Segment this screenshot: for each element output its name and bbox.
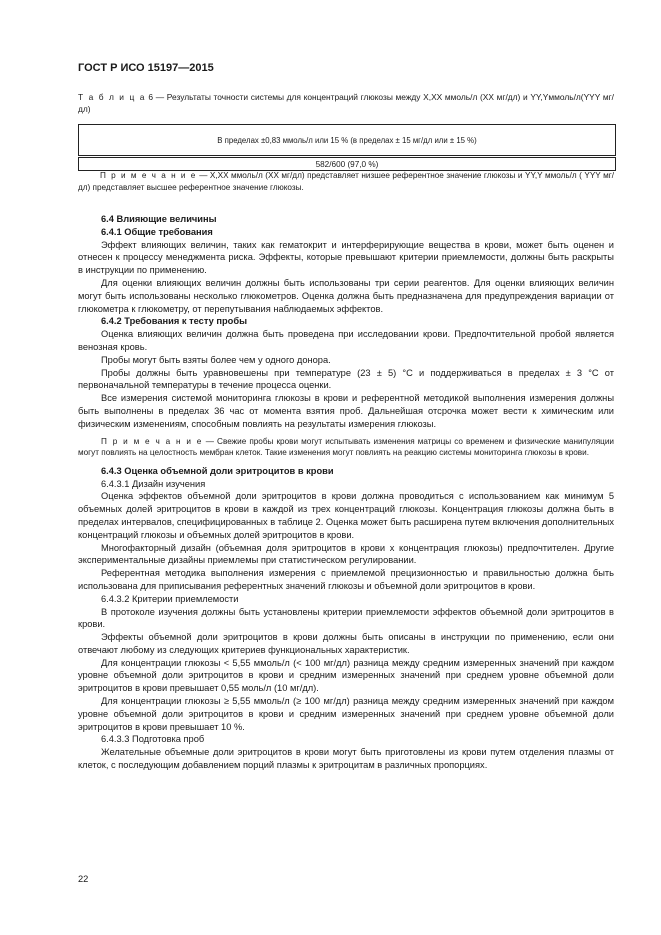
note-paragraph [78, 436, 614, 459]
paragraph: Желательные объемные доли эритроцитов в крови могут быть приготовлены из крови путем отделения плазмы от клеток, с последующим добавлением порций плазмы к эритроцитам в различных пропорциях. [78, 747, 614, 771]
paragraph: Пробы могут быть взяты более чем у одного донора. [101, 354, 331, 365]
paragraph: Для концентрации глюкозы ≥ 5,55 ммоль/л (≥ 100 мг/дл) разница между средним измеренных значений при каждом уровне объемной доли эритроцитов в крови и средним измеренных значений при среднем уровне объемной доли эритроцитов в крови превышает 10 %. [78, 696, 614, 732]
paragraph: Эффект влияющих величин, таких как гематокрит и интерферирующие вещества в крови, может быть оценен и отнесен к процессу менеджмента риска. Эффекты, которые превышают критерии приемлемости, должны быть раскрыты в инструкции по применению. [78, 239, 614, 276]
paragraph: 6.4.3.1 Дизайн изучения [101, 478, 206, 489]
document-header: ГОСТ Р ИСО 15197—2015 [78, 62, 214, 74]
table-caption-text: 6 — Результаты точности системы для концентраций глюкозы между X,XX ммоль/л (XX мг/дл) и YY,Yммоль/л(YYY мг/дл) [78, 92, 614, 114]
section-heading: 6.4.3 Оценка объемной доли эритроцитов в крови [101, 465, 334, 476]
table-note-text: — X,XX ммоль/л (XX мг/дл) представляет низшее референтное значение глюкозы и YY,Y ммоль/л ( YYY мг/дл) представляет высшее референтное значение глюкозы. [78, 171, 614, 192]
paragraph: Для концентрации глюкозы < 5,55 ммоль/л (< 100 мг/дл) разница между средним измеренных значений при каждом уровне объемной доли эритроцитов в крови и средним измеренных значений при среднем уровне объемной доли эритроцитов в крови превышает 0,55 моль/л (10 мг/дл). [78, 657, 614, 694]
paragraph: Референтная методика выполнения измерения с приемлемой прецизионностью и правильностью должна быть использована для приписывания референтных значений глюкозы и объемной доли эритроцитов в крови. [78, 568, 614, 591]
paragraph: 6.4.3.3 Подготовка проб [101, 734, 205, 745]
paragraph: Эффекты объемной доли эритроцитов в крови должны быть описаны в инструкции по применению, если они отвечают любому из следующих критериев функциональных характеристик. [78, 632, 614, 655]
paragraph: Пробы должны быть уравновешены при температуре (23 ± 5) °С и поддерживаться в пределах ± 3 °С от первоначальной температуры в течение процесса оценки. [78, 367, 614, 391]
table-caption-label: Т а б л и ц а [78, 92, 146, 102]
paragraph: В протоколе изучения должны быть установлены критерии приемлемости эффектов объемной доли эритроцитов в крови. [78, 606, 614, 630]
table-caption [78, 92, 614, 115]
document-body [78, 213, 614, 772]
section-heading: 6.4 Влияющие величины [101, 214, 217, 224]
paragraph: 6.4.3.2 Критерии приемлемости [101, 593, 239, 604]
paragraph: Для оценки влияющих величин должны быть использованы три серии реагентов. Для оценки влияющих величин могут быть использованы несколько глюкометров. Оценка должна быть предназначена для предупреждения вариации от глюкометра к глюкометру, от перепутывания наблюдаемых эффектов. [78, 277, 614, 314]
paragraph: Многофакторный дизайн (объемная доля эритроцитов в крови х концентрация глюкозы) предпочтителен. Другие экспериментальные дизайны приемлемы при статистическом регулировании. [78, 542, 614, 566]
paragraph: Все измерения системой мониторинга глюкозы в крови и референтной методикой выполнения измерения должны быть выполнены в пределах 36 час от момента взятия проб. Дальнейшая отсрочка может вести к химическим или физическим изменениям, способным повлиять на результаты измерения глюкозы. [78, 393, 614, 429]
section-heading: 6.4.2 Требования к тесту пробы [101, 316, 248, 327]
results-table [78, 124, 616, 171]
paragraph: Оценка влияющих величин должна быть проведена при исследовании крови. Предпочтительной пробой является венозная кровь. [78, 329, 614, 352]
note-text: — Свежие пробы крови могут испытывать изменения матрицы со временем и физические манипуляции могут повлиять на целостность мембран клеток. Такие изменения могут повлиять на реакцию системы мониторинга глюкозы в крови. [78, 436, 614, 458]
table-note [78, 170, 614, 194]
table-note-label: П р и м е ч а н и е [100, 171, 197, 180]
table-header-cell: В пределах ±0,83 ммоль/л или 15 % (в пределах ± 15 мг/дл или ± 15 %) [79, 125, 616, 157]
table-value-cell: 582/600 (97,0 %) [79, 157, 616, 171]
note-label: П р и м е ч а н и е [101, 436, 203, 446]
section-heading: 6.4.1 Общие требования [101, 226, 213, 237]
page-number: 22 [78, 874, 89, 884]
paragraph: Оценка эффектов объемной доли эритроцитов в крови должна проводиться с использованием как минимум 5 объемных долей эритроцитов в крови в каждой из трех концентраций глюкозы. Концентрация глюкозы должна быть в пределах интервалов, специфицированных в таблице 2. Оценка может быть расширена путем включения дополнительных концентраций глюкозы и объемных долей эритроцитов в крови. [78, 491, 614, 540]
